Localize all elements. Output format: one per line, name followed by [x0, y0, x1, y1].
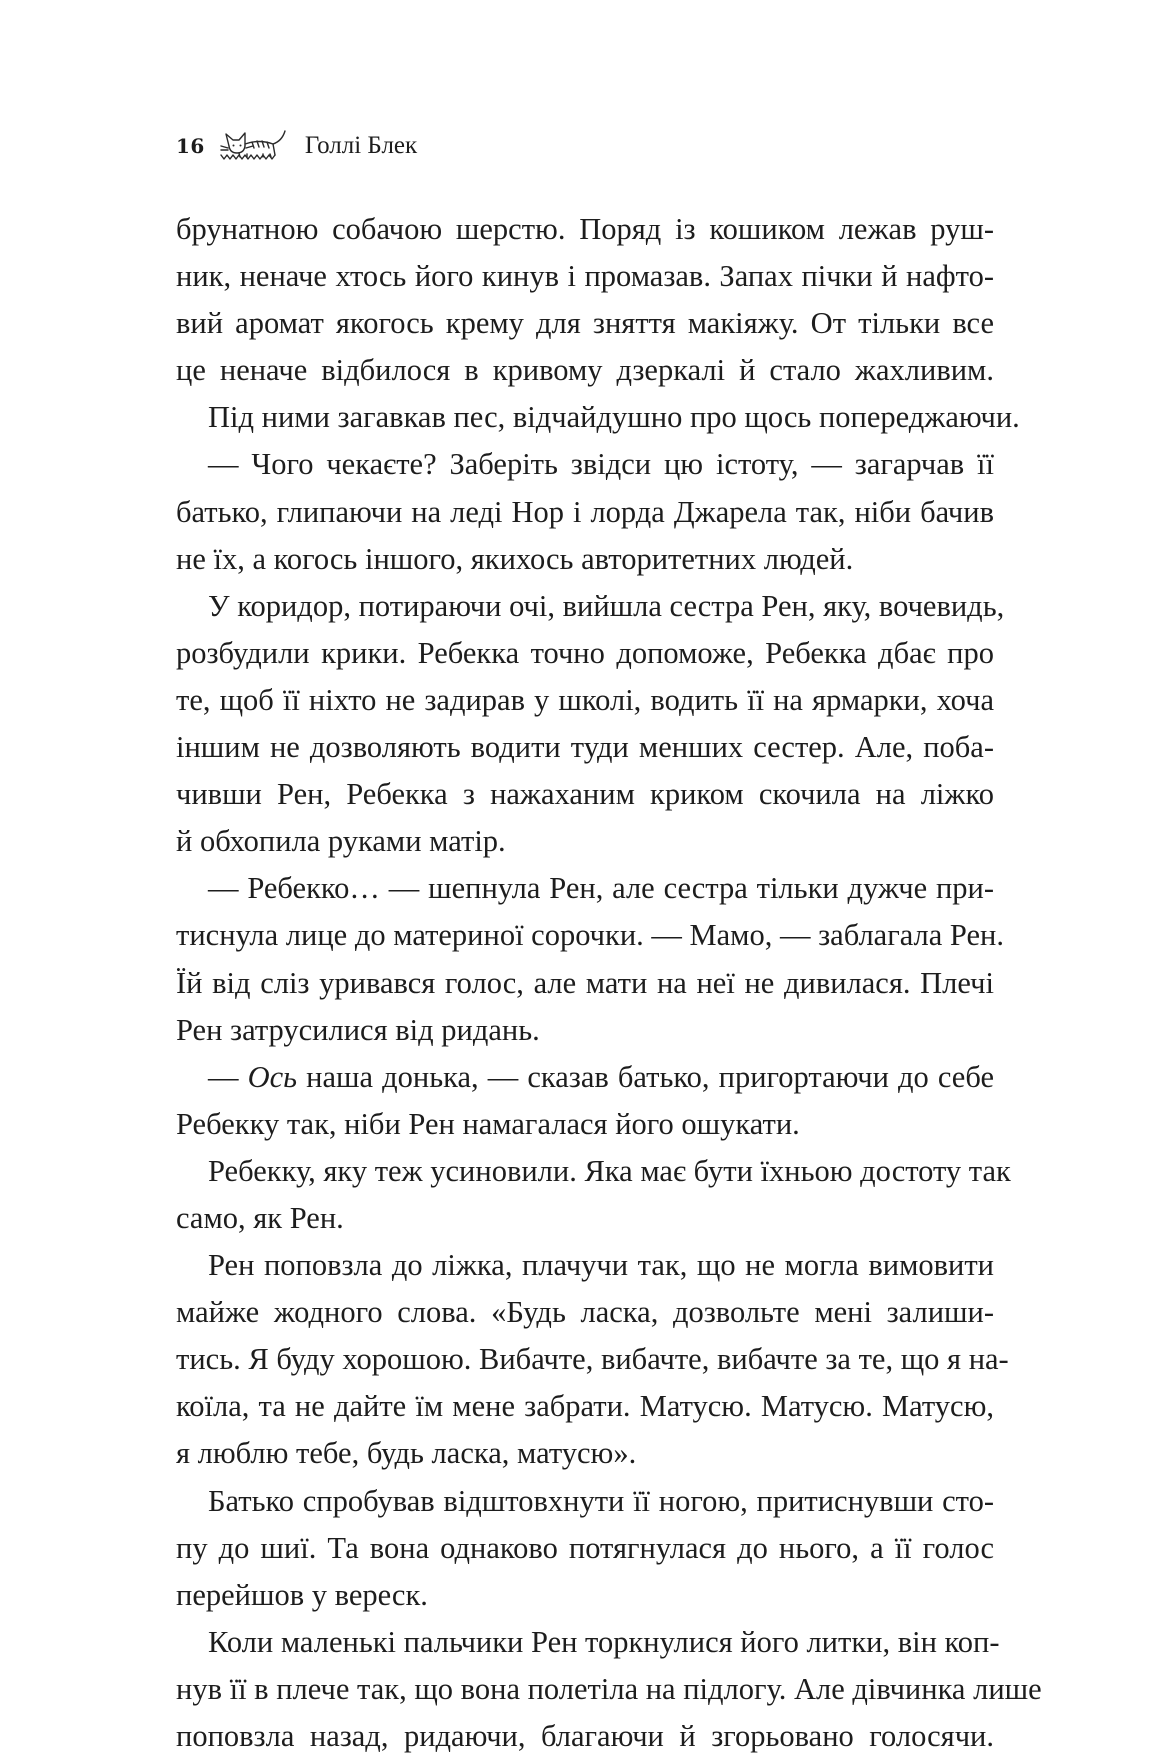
running-title: Голлі Блек	[304, 132, 418, 159]
text-line: коїла, та не дайте їм мене забрати. Матусю. Матусю. Матусю,	[176, 1389, 994, 1424]
text-line: Їй від сліз уривався голос, але мати на неї не дивилася. Плечі	[176, 965, 994, 1000]
page-number: 16	[176, 134, 205, 158]
text-line: Рен затрусилися від ридань.	[176, 1012, 540, 1047]
text-line: й обхопила руками матір.	[176, 824, 506, 859]
text-line: У коридор, потираючи очі, вийшла сестра Рен, яку, вочевидь,	[208, 588, 1005, 623]
text-line: це неначе відбилося в кривому дзеркалі й стало жахливим.	[176, 353, 994, 388]
text-line: Ребекку, яку теж усиновили. Яка має бути їхньою достоту так	[208, 1153, 1011, 1188]
text-line: — Ребекко… — шепнула Рен, але сестра тільки дужче при-	[208, 871, 994, 906]
emphasis: Ось	[247, 1059, 298, 1094]
text-line: тиснула лице до материної сорочки. — Мамо, — заблагала Рен.	[176, 918, 1004, 953]
text-line: поповзла назад, ридаючи, благаючи й згорьовано голосячи.	[176, 1719, 994, 1753]
text-line: іншим не дозволяють водити туди менших сестер. Але, поба-	[176, 730, 994, 765]
text-line: Батько спробував відштовхнути її ногою, притиснувши сто-	[208, 1483, 994, 1518]
text-line: тись. Я буду хорошою. Вибачте, вибачте, вибачте за те, що я на-	[176, 1342, 1009, 1377]
text-line: майже жодного слова. «Будь ласка, дозвольте мені залиши-	[176, 1295, 994, 1330]
text-line: чивши Рен, Ребекка з нажаханим криком скочила на ліжко	[176, 777, 994, 812]
text-line: ник, неначе хтось його кинув і промазав. Запах пічки й нафто-	[176, 259, 994, 294]
body-text	[176, 206, 1042, 1760]
text-line: батько, глипаючи на леді Нор і лорда Джарела так, ніби бачив	[176, 494, 994, 529]
text-line: розбудили крики. Ребекка точно допоможе, Ребекка дбає про	[176, 635, 994, 670]
text-line: не їх, а когось іншого, якихось авторитетних людей.	[176, 541, 854, 576]
text-line: Ребекку так, ніби Рен намагалася його ошукати.	[176, 1106, 800, 1141]
text-line: брунатною собачою шерстю. Поряд із кошиком лежав руш-	[176, 212, 994, 246]
text-line: Під ними загавкав пес, відчайдушно про щось попереджаючи.	[208, 400, 1020, 435]
text-line: Коли маленькі пальчики Рен торкнулися його литки, він коп-	[208, 1624, 1000, 1659]
cat-icon	[219, 124, 289, 168]
text-line: — Чого чекаєте? Заберіть звідси цю істоту, — загарчав її	[208, 447, 994, 482]
text-line: вий аромат якогось крему для зняття макіяжу. От тільки все	[176, 306, 994, 341]
text-line: нув її в плече так, що вона полетіла на підлогу. Але дівчинка лише	[176, 1671, 1042, 1706]
text-line: само, як Рен.	[176, 1200, 344, 1235]
text-line: пу до шиї. Та вона однаково потягнулася до нього, а її голос	[176, 1530, 994, 1565]
text-line: перейшов у вереск.	[176, 1577, 428, 1612]
dash: —	[208, 1059, 248, 1094]
text-run: наша донька, — сказав батько, пригортаючи до себе	[297, 1059, 994, 1094]
text-line: я люблю тебе, будь ласка, матусю».	[176, 1436, 637, 1471]
text-line	[176, 1054, 994, 1101]
running-header	[176, 124, 417, 168]
text-line: Рен поповзла до ліжка, плачучи так, що не могла вимовити	[208, 1248, 994, 1283]
text-line: те, щоб її ніхто не задирав у школі, водить її на ярмарки, хоча	[176, 682, 994, 717]
